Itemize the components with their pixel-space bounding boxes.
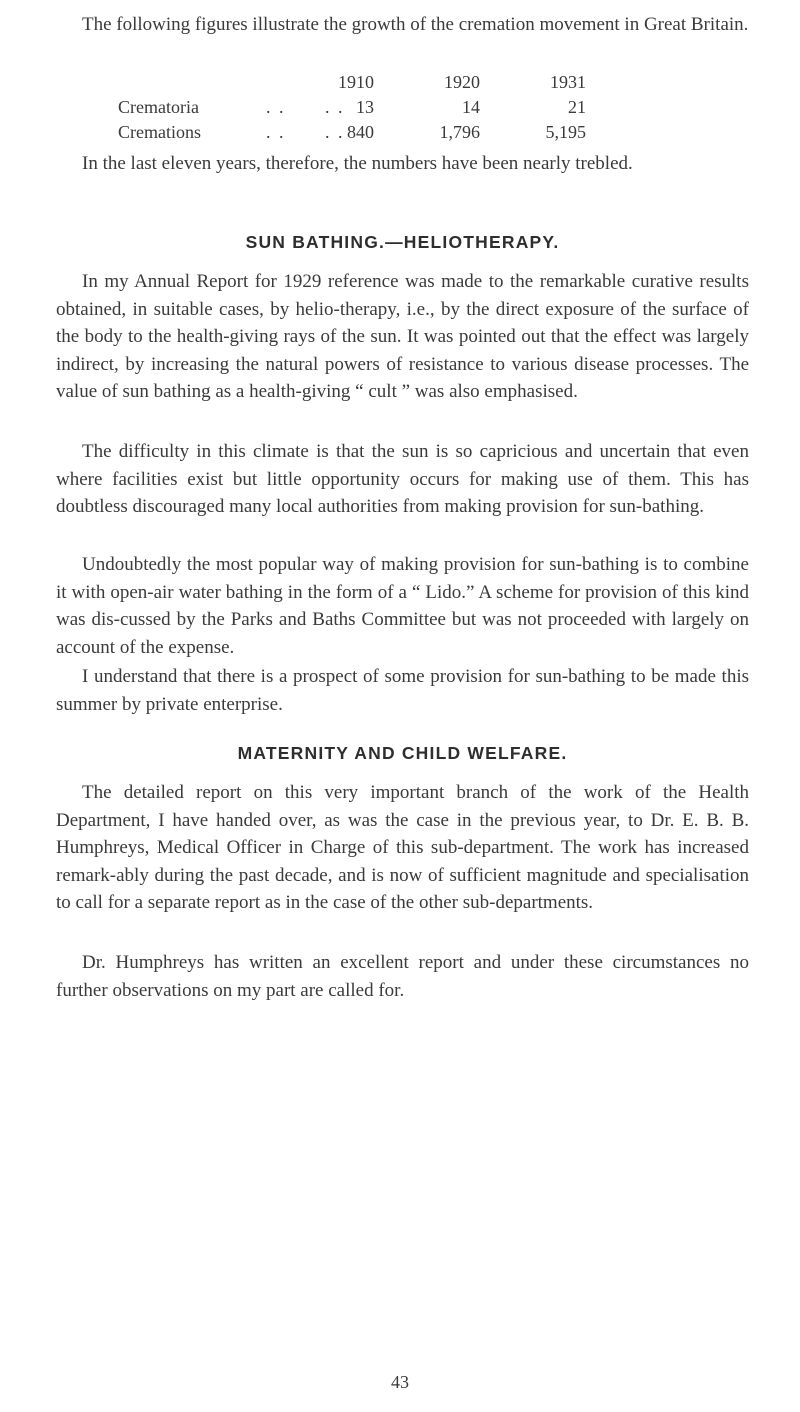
body-paragraph: I understand that there is a prospect of some provision for sun-bathing to be made this summer by private enterprise.	[56, 666, 749, 715]
table-header-row	[118, 72, 678, 96]
year-header: 1910	[338, 72, 374, 92]
year-header: 1931	[550, 72, 586, 92]
intro-paragraph: The following figures illustrate the growth of the cremation movement in Great Britain.	[82, 14, 749, 35]
body-paragraph: Dr. Humphreys has written an excellent report and under these circumstances no further observations on my part are called for.	[56, 952, 749, 1001]
dot-leader: . .	[266, 97, 286, 117]
body-paragraph: In my Annual Report for 1929 reference was made to the remarkable curative results obtained, in suitable cases, by helio-therapy, i.e., by the direct exposure of the surface of the body to the health-giving rays of the sun. It was pointed out that the effect was largely indirect, by increasing the natural powers of resistance to various disease processes. The value of sun bathing as a health-giving “ cult ” was also emphasised.	[56, 271, 749, 402]
section-heading-maternity: MATERNITY AND CHILD WELFARE.	[237, 743, 568, 763]
dot-leader: . .	[325, 97, 345, 117]
body-paragraph: Undoubtedly the most popular way of making provision for sun-bathing is to combine it with open-air water bathing in the form of a “ Lido.” A scheme for provision of this kind was dis-cussed by the Parks and Baths Committee but was not proceeded with largely on account of the expense.	[56, 554, 749, 658]
row-label: Cremations	[118, 122, 201, 142]
body-paragraph: The detailed report on this very important branch of the work of the Health Department, I have handed over, as was the case in the previous year, to Dr. E. B. B. Humphreys, Medical Officer in Charge of this sub-department. The work has increased remark-ably during the past decade, and is now of sufficient magnitude and specialisation to call for a separate report as in the case of the other sub-departments.	[56, 782, 749, 913]
table-row	[118, 97, 678, 121]
year-header: 1920	[444, 72, 480, 92]
table-cell: 21	[568, 97, 586, 117]
table-cell: 14	[462, 97, 480, 117]
dot-leader: . .	[325, 122, 345, 142]
row-label: Crematoria	[118, 97, 199, 117]
body-paragraph: The difficulty in this climate is that the sun is so capricious and uncertain that even where facilities exist but little opportunity occurs for making use of them. This has doubtless discouraged many local authorities from making provision for sun-bathing.	[56, 441, 749, 517]
table-cell: 13	[356, 97, 374, 117]
table-cell: 840	[347, 122, 374, 142]
section-heading-sun-bathing: SUN BATHING.—HELIOTHERAPY.	[245, 232, 560, 252]
table-row	[118, 122, 678, 146]
page-number: 43	[391, 1372, 409, 1392]
table-cell: 5,195	[545, 122, 586, 142]
summary-paragraph: In the last eleven years, therefore, the numbers have been nearly trebled.	[82, 153, 633, 174]
table-cell: 1,796	[439, 122, 480, 142]
dot-leader: . .	[266, 122, 286, 142]
